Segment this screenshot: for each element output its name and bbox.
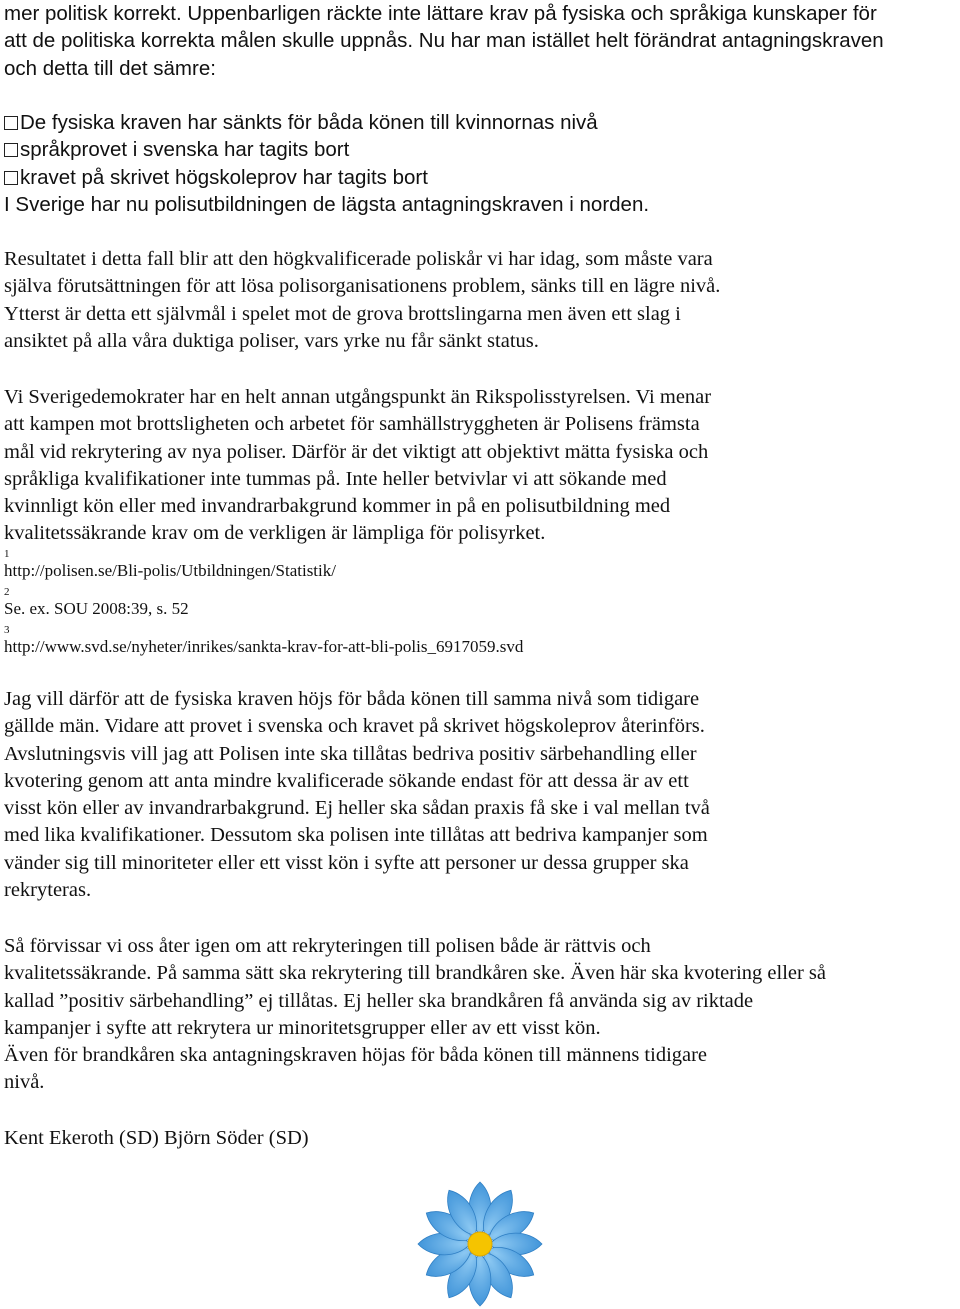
sd-line: mål vid rekrytering av nya poliser. Därför är det viktigt att objektivt mätta fysiska och [4, 440, 709, 463]
footnote-link[interactable]: http://polisen.se/Bli-polis/Utbildningen/Statistik/ [4, 561, 336, 580]
bullet-list [4, 109, 960, 218]
sd-line: kvalitetssäkrande krav om de verkligen är lämpliga för polisyrket. [4, 522, 546, 545]
conclusion-line: nivå. [4, 1071, 45, 1094]
request-line: med lika kvalifikationer. Dessutom ska polisen inte tillåtas att bedriva kampanjer som [4, 824, 708, 847]
empty-checkbox-icon [4, 116, 18, 130]
conclusion-line: kampanjer i syfte att rekrytera ur minoritetsgrupper eller av ett visst kön. [4, 1016, 601, 1039]
footnote-text: Se. ex. SOU 2008:39, s. 52 [4, 599, 189, 618]
request-line: visst kön eller av invandrarbakgrund. Ej heller ska sådan praxis få ske i val mellan två [4, 797, 710, 820]
request-paragraph [4, 686, 960, 904]
footnote-link[interactable]: http://www.svd.se/nyheter/inrikes/sankta-krav-for-att-bli-polis_6917059.svd [4, 637, 524, 656]
result-paragraph [4, 246, 960, 355]
request-line: Avslutningsvis vill jag att Polisen inte ska tillåtas bedriva positiv särbehandling eller [4, 742, 697, 765]
request-line: Jag vill därför att de fysiska kraven höjs för båda könen till samma nivå som tidigare [4, 688, 700, 710]
sd-line: att kampen mot brottsligheten och arbetet för samhällstryggheten är Polisens främsta [4, 413, 700, 436]
signatures [4, 1125, 960, 1152]
bullet-text: kravet på skrivet högskoleprov har tagits bort [20, 165, 428, 189]
intro-line: och detta till det sämre: [4, 56, 216, 80]
footnotes [4, 548, 960, 662]
bullet-item [4, 109, 960, 136]
empty-checkbox-icon [4, 171, 18, 185]
conclusion-line: Så förvissar vi oss åter igen om att rekryteringen till polisen både är rättvis och [4, 935, 651, 957]
footnote-number: 1 [4, 548, 10, 560]
footnote-number: 3 [4, 624, 10, 636]
result-line: ansiktet på alla våra duktiga poliser, vars yrke nu får sänkt status. [4, 329, 539, 352]
summary-line: I Sverige har nu polisutbildningen de lägsta antagningskraven i norden. [4, 192, 650, 216]
result-line: Ytterst är detta ett självmål i spelet mot de grova brottslingarna men även ett slag i [4, 302, 681, 325]
bullet-item [4, 164, 960, 191]
request-line: gällde män. Vidare att provet i svenska och kravet på skrivet högskoleprov återinförs. [4, 715, 705, 738]
conclusion-line: kvalitetssäkrande. På samma sätt ska rekrytering till brandkåren ske. Även här ska kvotering eller så [4, 962, 827, 985]
request-line: rekryteras. [4, 879, 92, 902]
intro-paragraph [4, 0, 960, 82]
sd-line: Vi Sverigedemokrater har en helt annan utgångspunkt än Rikspolisstyrelsen. Vi menar [4, 386, 712, 408]
bullet-item [4, 136, 960, 163]
request-line: kvotering genom att anta mindre kvalificerade sökande endast för att dessa är av ett [4, 769, 689, 792]
sd-line: kvinnligt kön eller med invandrarbakgrund kommer in på en polisutbildning med [4, 495, 671, 518]
flower-center [468, 1232, 492, 1256]
conclusion-line: kallad ”positiv särbehandling” ej tillåtas. Ej heller ska brandkåren få använda sig av riktade [4, 989, 754, 1012]
bullet-text: språkprovet i svenska har tagits bort [20, 138, 350, 162]
footnote-number: 2 [4, 586, 10, 598]
blue-anemone-flower-logo [414, 1178, 546, 1309]
conclusion-paragraph [4, 933, 960, 1097]
sd-line: språkliga kvalifikationer inte tummas på. Inte heller betvivlar vi att sökande med [4, 467, 667, 490]
request-line: vänder sig till minoriteter eller ett visst kön i syfte att personer ur dessa grupper ska [4, 851, 689, 874]
result-line: själva förutsättningen för att lösa polisorganisationens problem, sänks till en lägre nivå. [4, 275, 721, 298]
intro-line: mer politisk korrekt. Uppenbarligen räckte inte lättare krav på fysiska och språkiga kunskaper för [4, 2, 877, 25]
bullet-text: De fysiska kraven har sänkts för båda könen till kvinnornas nivå [20, 111, 598, 134]
empty-checkbox-icon [4, 143, 18, 157]
signature-line: Kent Ekeroth (SD) Björn Söder (SD) [4, 1127, 309, 1149]
result-line: Resultatet i detta fall blir att den högkvalificerade poliskår vi har idag, som måste vara [4, 248, 713, 270]
sd-paragraph [4, 384, 960, 548]
conclusion-line: Även för brandkåren ska antagningskraven höjas för båda könen till männens tidigare [4, 1044, 708, 1067]
intro-line: att de politiska korrekta målen skulle uppnås. Nu har man istället helt förändrat antagningskraven [4, 29, 884, 53]
